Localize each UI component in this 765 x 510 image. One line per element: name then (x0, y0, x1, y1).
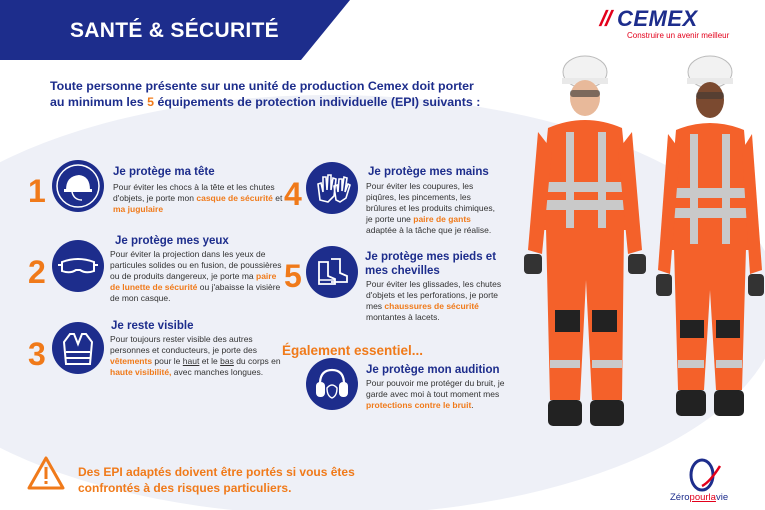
warning-triangle-icon (26, 455, 66, 491)
hard-hat-icon (52, 160, 104, 212)
also-heading: Également essentiel... (282, 343, 424, 358)
item-title: Je reste visible (111, 320, 194, 332)
intro-part-2: équipements de protection individuelle (EPI) suivants : (154, 95, 481, 109)
intro-text (50, 78, 490, 110)
gloves-icon (306, 162, 358, 214)
worker-female (656, 56, 764, 416)
item-description: Pour éviter les coupures, les piqûres, les pincements, les brûlures et les produits chimiques, je porte une paire de gants adaptée à la tâche que je réalise. (366, 181, 495, 235)
item-title: Je protège mes pieds et mes chevilles (365, 251, 497, 277)
zero-mark-icon (684, 458, 724, 492)
item-description: Pour éviter la projection dans les yeux de particules solides ou en fusion, de poussières ou de produits dangereux, je porte ma paire de lunette de sécurité ou j'abaisse la visière de mon casque. (110, 249, 282, 303)
goggles-icon (52, 240, 104, 292)
item-number: 5 (284, 258, 302, 294)
item-title: Je protège mes yeux (115, 235, 229, 247)
page-title: SANTÉ & SÉCURITÉ (70, 19, 279, 42)
logo-tagline: Construire un avenir meilleur (627, 31, 730, 40)
intro-part-1: Toute personne présente sur une unité de production Cemex doit porter au minimum les (50, 79, 474, 109)
cemex-logo (595, 6, 735, 42)
item-description: Pour pouvoir me protéger du bruit, je garde avec moi à tout moment mes protections contre le bruit. (366, 378, 505, 410)
ear-muffs-icon (306, 358, 358, 410)
item-number: 1 (28, 173, 46, 209)
item-title: Je protège mes mains (368, 166, 489, 178)
item-title: Je protège mon audition (366, 364, 500, 376)
logo-name: CEMEX (617, 6, 698, 31)
item-description: Pour toujours rester visible des autres personnes et conducteurs, je porte des vêtements pour le haut et le bas du corps en haute visibilité, avec manches longues. (110, 334, 281, 377)
item-number: 2 (28, 254, 46, 290)
item-number: 3 (28, 336, 46, 372)
intro-highlight: 5 (147, 95, 154, 109)
item-number: 4 (284, 176, 302, 212)
zero-pour-la-vie-logo (670, 458, 740, 506)
warning-text: Des EPI adaptés doivent être portés si vous êtes confrontés à des risques particuliers. (78, 465, 355, 495)
zero-pour-la-vie-text: Zéropourlavie (670, 492, 729, 503)
item-description: Pour éviter les chocs à la tête et les chutes d'objets, je porte mon casque de sécurité et ma jugulaire (113, 182, 283, 214)
item-title: Je protège ma tête (113, 166, 215, 178)
item-description: Pour éviter les glissades, les chutes d'objets et les perforations, je porte mes chaussures de sécurité montantes à lacets. (366, 279, 502, 322)
cemex-mark-icon (595, 8, 615, 28)
safety-vest-icon (52, 322, 104, 374)
workers-image (510, 50, 765, 460)
safety-boots-icon (306, 246, 358, 298)
worker-male (524, 56, 646, 426)
